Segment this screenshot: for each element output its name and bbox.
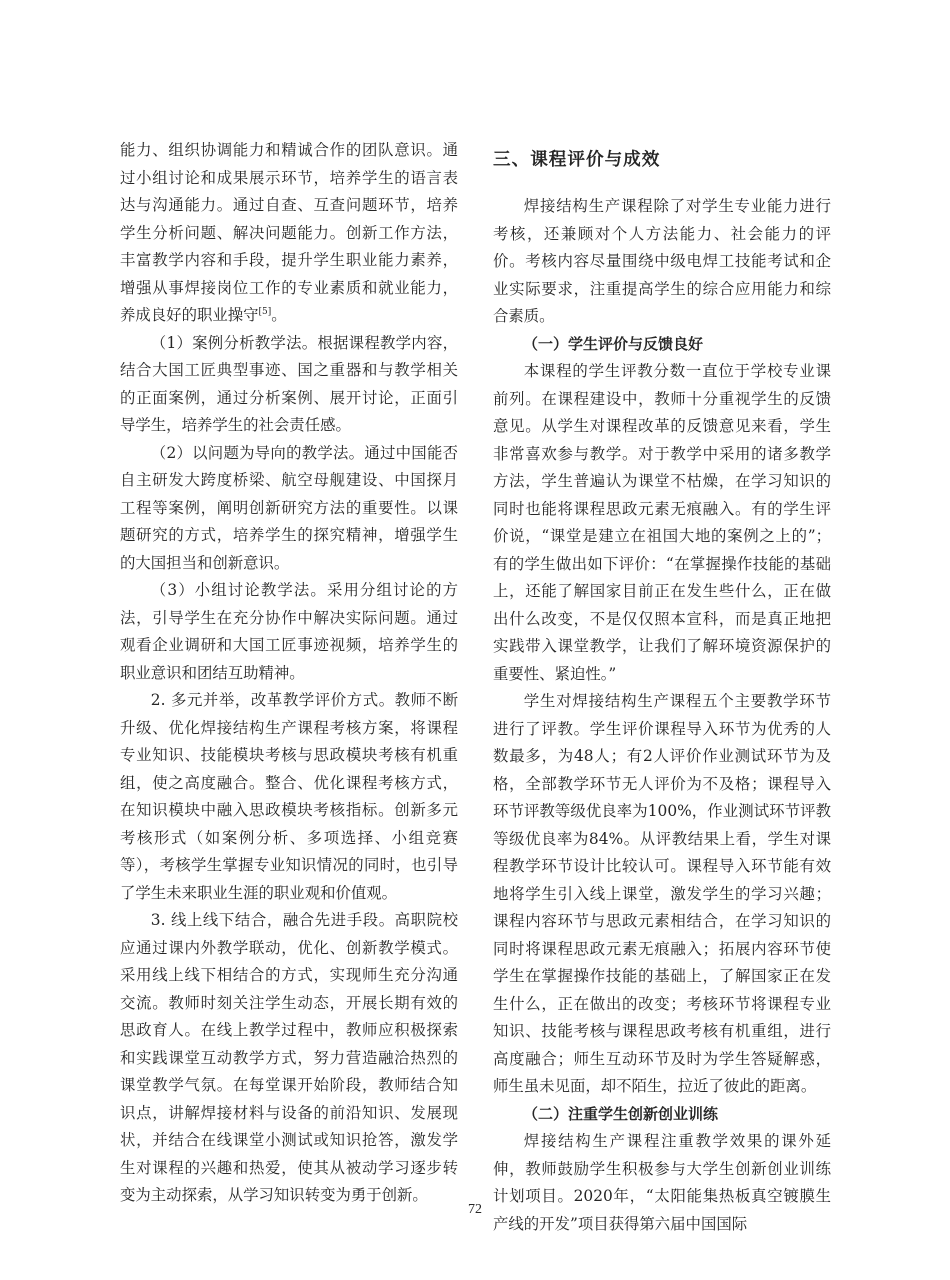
right-column — [493, 137, 831, 1238]
paragraph: （3）小组讨论教学法。采用分组讨论的方法，引导学生在充分协作中解决实际问题。通过观看企业调研和大国工匠事迹视频，培养学生的职业意识和团结互助精神。 — [120, 581, 458, 682]
paragraph: （2）以问题为导向的教学法。通过中国能否自主研发大跨度桥梁、航空母舰建设、中国探月工程等案例，阐明创新研究方法的重要性。以课题研究的方式，培养学生的探究精神，增强学生的大国担当和创新意识。 — [120, 443, 458, 572]
citation-reference[interactable]: [5] — [258, 306, 272, 317]
left-column — [120, 137, 458, 1210]
paragraph: 本课程的学生评教分数一直位于学校专业课前列。在课程建设中，教师十分重视学生的反馈意见。从学生对课程改革的反馈意见来看，学生非常喜欢参与教学。对于教学中采用的诸多教学方法，学生普遍认为课堂不枯燥，在学习知识的同时也能将课程思政元素无痕融入。有的学生评价说，“课堂是建立在祖国大地的案例之上的”；有的学生做出如下评价：“在掌握操作技能的基础上，还能了解国家目前正在发生些什么，正在做出什么改变，不是仅仅照本宣科，而是真正地把实践带入课堂教学，让我们了解环境资源保护的重要性、紧迫性。” — [493, 362, 831, 683]
paragraph: 焊接结构生产课程注重教学效果的课外延伸，教师鼓励学生积极参与大学生创新创业训练计划项目。2020年，“太阳能集热板真空镀膜生产线的开发”项目获得第六届中国国际 — [493, 1132, 831, 1233]
paragraph: 3. 线上线下结合，融合先进手段。高职院校应通过课内外教学联动，优化、创新教学模式。采用线上线下相结合的方式，实现师生充分沟通交流。教师时刻关注学生动态，开展长期有效的思政育人。在线上教学过程中，教师应积极探索和实践课堂互动教学方式，努力营造融洽热烈的课堂教学气氛。在每堂课开始阶段，教师结合知识点，讲解焊接材料与设备的前沿知识、发展现状，并结合在线课堂小测试或知识抢答，激发学生对课程的兴趣和热爱，使其从被动学习逐步转变为主动探索，从学习知识转变为勇于创新。 — [120, 911, 458, 1204]
paragraph: 能力、组织协调能力和精诚合作的团队意识。通过小组讨论和成果展示环节，培养学生的语言表达与沟通能力。通过自查、互查问题环节，培养学生分析问题、解决问题能力。创新工作方法，丰富教学内容和手段，提升学生职业能力素养，增强从事焊接岗位工作的专业素质和就业能力，养成良好的职业操守[5]。 — [120, 141, 458, 324]
section-heading: 三、课程评价与成效 — [493, 150, 661, 170]
subsection-heading: （一）学生评价与反馈良好 — [523, 334, 704, 353]
paragraph: 2. 多元并举，改革教学评价方式。教师不断升级、优化焊接结构生产课程考核方案，将课程专业知识、技能模块考核与思政模块考核有机重组，使之高度融合。整合、优化课程考核方式，在知识模块中融入思政模块考核指标。创新多元考核形式（如案例分析、多项选择、小组竞赛等），考核学生掌握专业知识情况的同时，也引导了学生未来职业生涯的职业观和价值观。 — [120, 691, 458, 902]
subsection-heading: （二）注重学生创新创业训练 — [523, 1104, 719, 1123]
page-number: 72 — [468, 1202, 482, 1217]
paragraph: （1）案例分析教学法。根据课程教学内容，结合大国工匠典型事迹、国之重器和与教学相关的正面案例，通过分析案例、展开讨论，正面引导学生，培养学生的社会责任感。 — [120, 333, 458, 434]
paragraph: 学生对焊接结构生产课程五个主要教学环节进行了评教。学生评价课程导入环节为优秀的人数最多，为48人；有2人评价作业测试环节为及格，全部教学环节无人评价为不及格；课程导入环节评教等级优良率为100%，作业测试环节评教等级优良率为84%。从评教结果上看，学生对课程教学环节设计比较认可。课程导入环节能有效地将学生引入线上课堂，激发学生的学习兴趣；课程内容环节与思政元素相结合，在学习知识的同时将课程思政元素无痕融入；拓展内容环节使学生在掌握操作技能的基础上，了解国家正在发生什么，正在做出的改变；考核环节将课程专业知识、技能考核与课程思政考核有机重组，进行高度融合；师生互动环节及时为学生答疑解惑，师生虽未见面，却不陌生，拉近了彼此的距离。 — [493, 692, 831, 1095]
paragraph: 焊接结构生产课程除了对学生专业能力进行考核，还兼顾对个人方法能力、社会能力的评价。考核内容尽量围绕中级电焊工技能考试和企业实际要求，注重提高学生的综合应用能力和综合素质。 — [493, 197, 831, 325]
